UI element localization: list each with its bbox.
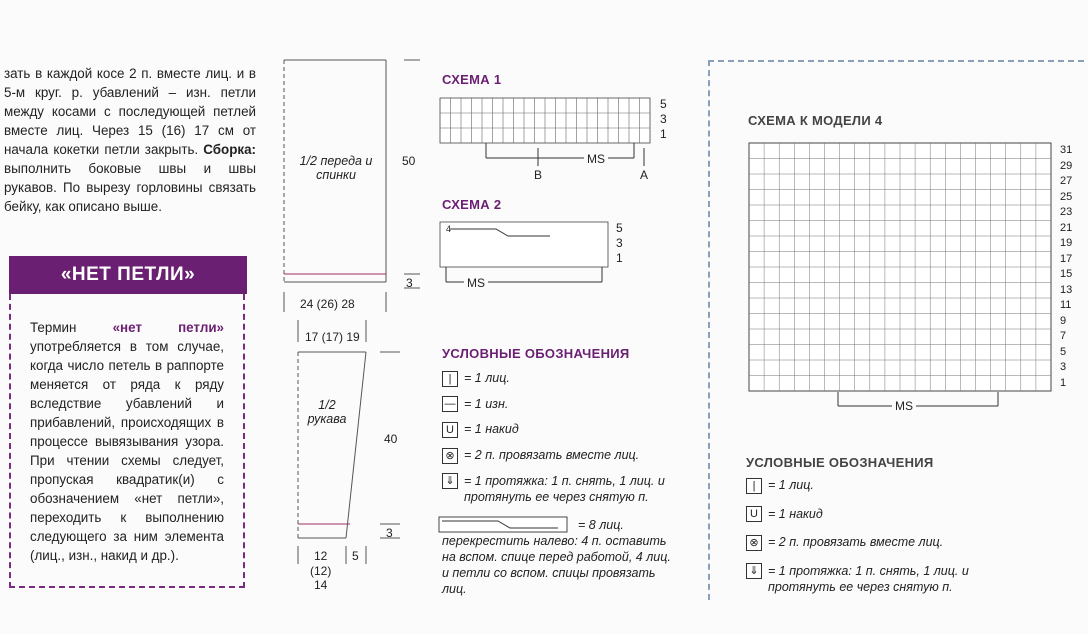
model-ms: MS [892, 399, 916, 413]
knit-icon: | [746, 478, 762, 494]
legend2-text: = 2 п. провязать вместе лиц. [768, 535, 944, 550]
no-loop-text [30, 318, 224, 565]
w12: 12 [314, 549, 328, 563]
scheme1-rows [660, 97, 667, 142]
legend1-text: = 2 п. провязать вместе лиц. [464, 448, 640, 463]
k2tog-icon: ⊗ [442, 448, 458, 464]
slip-icon: ⇓ [442, 473, 458, 489]
m-row: 15 [1060, 268, 1073, 280]
legend1-list [442, 370, 692, 515]
sleeve-top: 17 (17) 19 [305, 330, 360, 344]
scheme1-b: B [534, 168, 543, 182]
m-row: 5 [1060, 345, 1067, 358]
legend1-text: = 1 изн. [464, 396, 509, 411]
model-scheme-title: СХЕМА К МОДЕЛИ 4 [748, 113, 883, 128]
m-row: 29 [1060, 159, 1073, 172]
m-row: 9 [1060, 314, 1067, 327]
slip-icon: ⇓ [746, 563, 762, 579]
no-loop-title: «НЕТ ПЕТЛИ» [9, 256, 247, 294]
legend2-item [746, 506, 1046, 523]
no-loop-t2: употребляется в том случае, когда число петель в раппорте меняется от ряда к ряду вследствие убавлений и прибавлений, происходящих в процессе вывязывания узора. При чтении схемы следует, пропуская квадратик(и) с обозначением «нет петли», переходить к выполнению следующего за ним элемента (лиц., изн., накид и др.). [30, 339, 224, 563]
scheme1-grid [438, 96, 658, 188]
no-loop-t1: Термин [30, 320, 113, 335]
width-body: 24 (26) 28 [300, 297, 355, 311]
scheme2-title: СХЕМА 2 [442, 197, 502, 212]
legend1-item [442, 473, 692, 505]
legend2-title: УСЛОВНЫЕ ОБОЗНАЧЕНИЯ [746, 455, 934, 470]
legend2-item [746, 563, 1046, 595]
intro-paragraph: зать в каждой косе 2 п. вместе лиц. и в 5-м круг. р. убавлений – изн. петли между косами с последующей петлей вместе лиц. Через 15 (16) 17 см от начала кокетки петли закрыть. [4, 66, 256, 157]
legend2-item [746, 534, 1046, 551]
scheme2-n4: 4 [446, 224, 452, 234]
legend1-text: = 1 накид [464, 422, 519, 437]
legend1-cross-text: = 8 лиц. перекрестить налево: 4 п. оставить на вспом. спице перед работой, 4 лиц. и петли со вспом. спицы провязать лиц. [442, 518, 671, 596]
model-scheme-grid [748, 142, 1058, 417]
assembly-text: выполнить боковые швы и швы рукавов. По вырезу горловины связать бейку, как описано выше. [4, 161, 256, 214]
m-row: 31 [1060, 144, 1073, 156]
legend1-item [442, 370, 692, 387]
legend1-text: = 1 лиц. [464, 371, 510, 385]
m-row: 23 [1060, 206, 1073, 218]
m-row: 27 [1060, 175, 1073, 187]
legend2-item [746, 477, 1046, 494]
pattern-drawing [270, 50, 430, 595]
scheme2-rows [616, 221, 623, 266]
legend2-text: = 1 накид [768, 506, 823, 521]
m-row: 7 [1060, 330, 1067, 342]
legend1-text: = 1 протяжка: 1 п. снять, 1 лиц. и протянуть ее через снятую п. [464, 473, 665, 504]
w5: 5 [352, 549, 359, 563]
scheme2-ms: MS [464, 276, 488, 290]
s2-row-5: 5 [616, 221, 623, 235]
height-50: 50 [402, 154, 416, 168]
no-loop-term: «нет петли» [112, 320, 225, 335]
legend2-text: = 1 протяжка: 1 п. снять, 1 лиц. и протянуть ее через снятую п. [768, 564, 969, 595]
m-row: 19 [1060, 237, 1073, 249]
m-row: 3 [1060, 361, 1067, 373]
k2tog-icon: ⊗ [746, 535, 762, 551]
m-row: 11 [1060, 299, 1072, 311]
legend1-title: УСЛОВНЫЕ ОБОЗНАЧЕНИЯ [442, 346, 630, 361]
yarn-over-icon: U [442, 422, 458, 438]
m-row: 13 [1060, 283, 1073, 296]
model-rows [1060, 143, 1072, 391]
height-40: 40 [384, 432, 398, 446]
m-row: 1 [1060, 376, 1067, 389]
hem-3a: 3 [406, 276, 413, 290]
assembly-label: Сборка: [203, 142, 256, 157]
m-row: 21 [1060, 221, 1073, 234]
m-row: 25 [1060, 190, 1073, 203]
intro-text [4, 64, 256, 216]
legend1-item [442, 396, 692, 413]
s1-row-1: 1 [660, 127, 667, 141]
scheme1-title: СХЕМА 1 [442, 72, 502, 87]
s1-row-3: 3 [660, 112, 667, 126]
legend2-text: = 1 лиц. [768, 478, 814, 492]
purl-icon: — [442, 396, 458, 412]
s1-row-5: 5 [660, 97, 667, 111]
w12b: (12) [310, 564, 332, 578]
knit-icon: | [442, 371, 458, 387]
legend2-list [746, 477, 1046, 595]
yarn-over-icon: U [746, 506, 762, 522]
scheme1-a: A [640, 168, 649, 182]
m-row: 17 [1060, 252, 1073, 265]
s2-row-1: 1 [616, 251, 623, 265]
hem-3b: 3 [386, 526, 393, 540]
legend1-item [442, 421, 692, 438]
front-back-label: 1/2 переда и спинки [299, 154, 373, 182]
w14: 14 [314, 578, 328, 592]
scheme1-ms: MS [584, 152, 608, 166]
legend1-item [442, 447, 692, 464]
sleeve-label: 1/2 рукава [307, 398, 347, 426]
s2-row-3: 3 [616, 236, 623, 250]
